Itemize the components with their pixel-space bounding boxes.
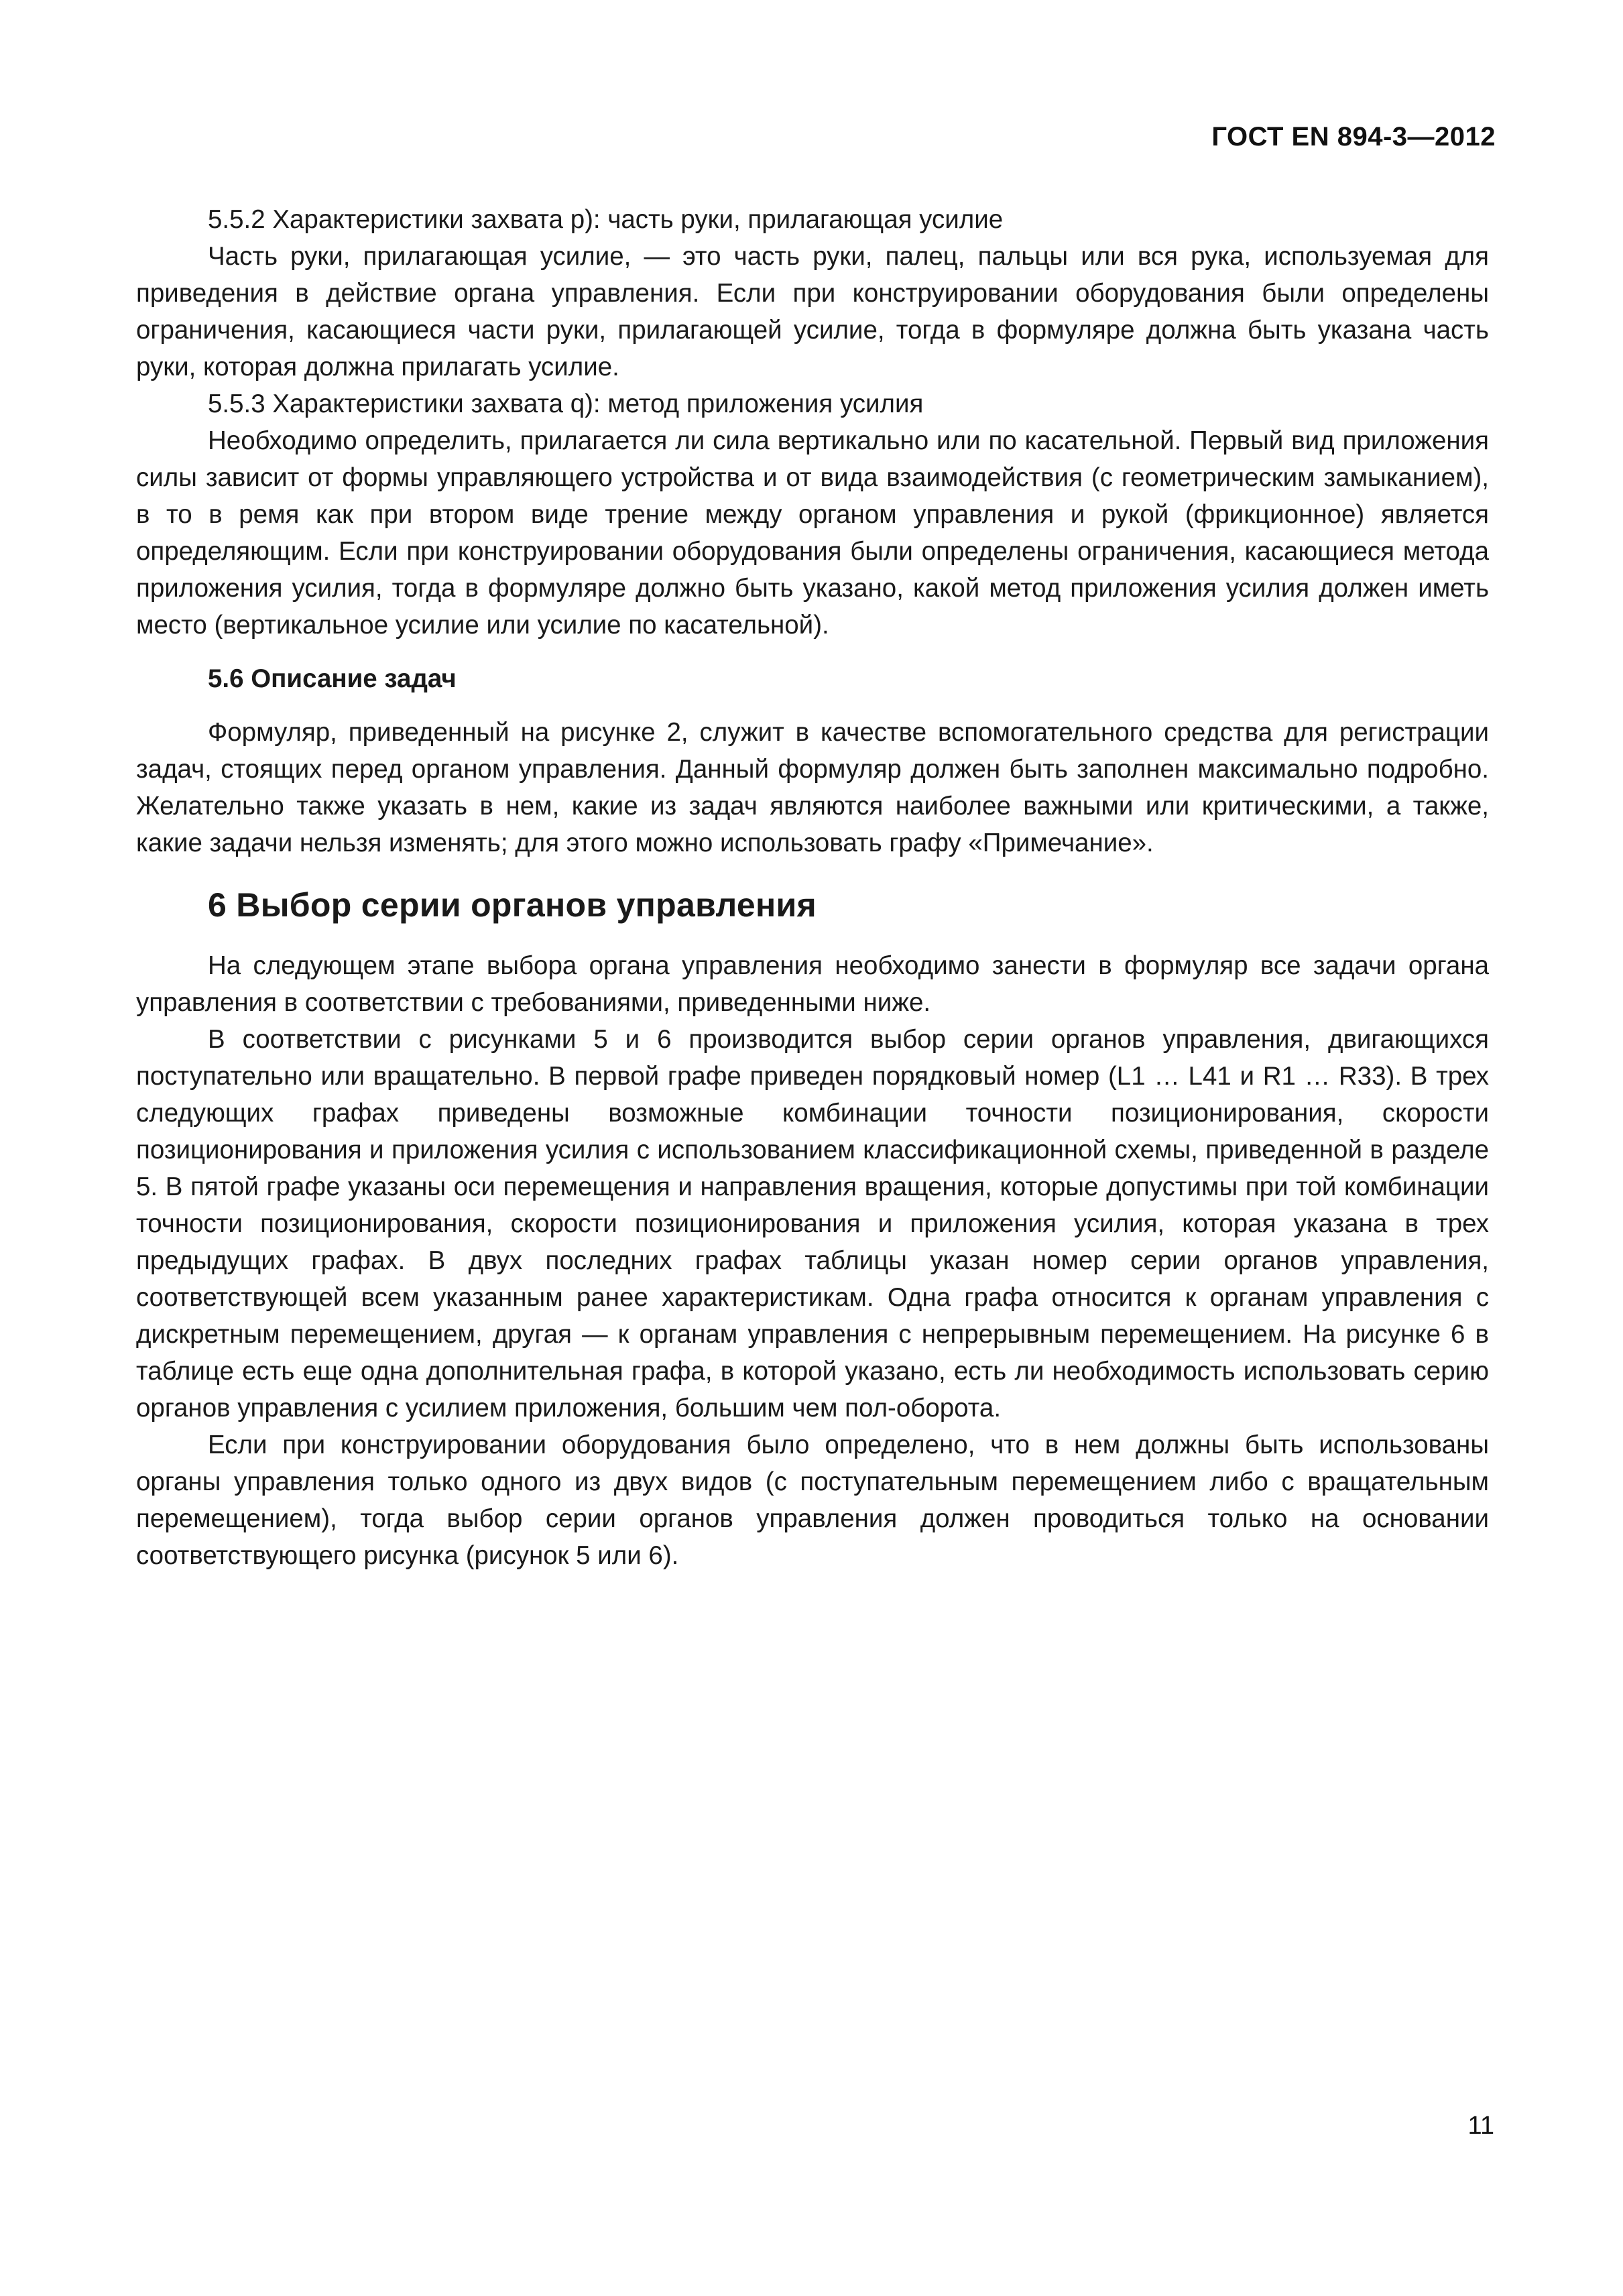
clause-5-6-text: Формуляр, приведенный на рисунке 2, служит в качестве вспомогательного средства для регистрации задач, стоящих перед органом управления. Данный формуляр должен быть заполнен максимально подробно. Желательно также указать в нем, какие из задач являются наиболее важными или критическими, а также, какие задачи нельзя изменять; для этого можно использовать графу «Примечание». [136,718,1489,857]
clause-5-5-3-text: Необходимо определить, прилагается ли сила вертикально или по касательной. Первый вид приложения силы зависит от формы управляющего устройства и от вида взаимодействия (с геометрическим замыканием), в то в ремя как при втором виде трение между органом управления и рукой (фрикционное) является определяющим. Если при конструировании оборудования были определены ограничения, касающиеся метода приложения усилия, тогда в формуляре должно быть указано, какой метод приложения усилия должен иметь место (вертикальное усилие или усилие по касательной). [136,426,1489,640]
page-number: 11 [1467,2112,1494,2140]
section-6-heading: 6 Выбор серии органов управления [208,886,817,924]
clause-5-5-2-title: 5.5.2 Характеристики захвата p): часть руки, прилагающая усилие [208,205,1004,234]
clause-5-5-3-title: 5.5.3 Характеристики захвата q): метод приложения усилия [208,389,924,418]
document-header: ГОСТ EN 894-3—2012 [1211,122,1496,152]
clause-5-5-2-text: Часть руки, прилагающая усилие, — это часть руки, палец, пальцы или вся рука, используемая для приведения в действие органа управления. Если при конструировании оборудования были определены ограничения, касающиеся части руки, прилагающей усилие, тогда в формуляре должна быть указана часть руки, которая должна прилагать усилие. [136,242,1489,381]
page-body [136,201,1489,1574]
section-6-paragraph-1: На следующем этапе выбора органа управления необходимо занести в формуляр все задачи органа управления в соответствии с требованиями, приведенными ниже. [136,951,1489,1017]
section-6-paragraph-3: Если при конструировании оборудования было определено, что в нем должны быть использованы органы управления только одного из двух видов (с поступательным перемещением либо с вращательным перемещением), тогда выбор серии органов управления должен проводиться только на основании соответствующего рисунка (рисунок 5 или 6). [136,1431,1489,1570]
section-6-paragraph-2: В соответствии с рисунками 5 и 6 производится выбор серии органов управления, двигающихся поступательно или вращательно. В первой графе приведен порядковый номер (L1 … L41 и R1 … R33). В трех следующих графах приведены возможные комбинации точности позиционирования, скорости позиционирования и приложения усилия с использованием классификационной схемы, приведенной в разделе 5. В пятой графе указаны оси перемещения и направления вращения, которые допустимы при той комбинации точности позиционирования, скорости позиционирования и приложения усилия, которая указана в трех предыдущих графах. В двух последних графах таблицы указан номер серии органов управления, соответствующей всем указанным ранее характеристикам. Одна графа относится к органам управления с дискретным перемещением, другая — к органам управления с непрерывным перемещением. На рисунке 6 в таблице есть еще одна дополнительная графа, в которой указано, есть ли необходимость использовать серию органов управления с усилием приложения, большим чем пол-оборота. [136,1025,1489,1423]
clause-5-6-heading: 5.6 Описание задач [208,664,457,693]
